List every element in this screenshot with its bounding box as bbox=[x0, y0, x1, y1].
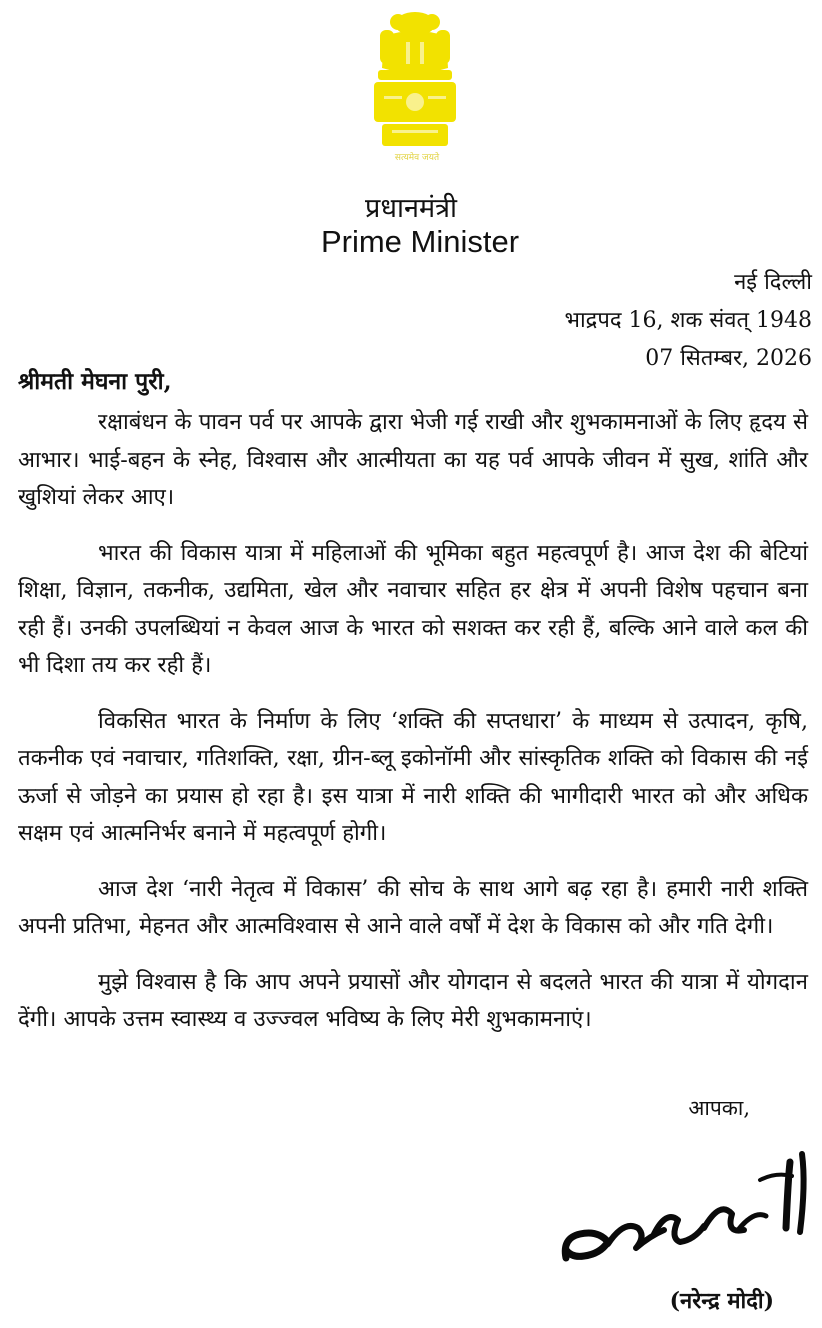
salutation: श्रीमती मेघना पुरी, bbox=[18, 368, 172, 395]
emblem-motto: सत्यमेव जयते bbox=[394, 153, 440, 163]
paragraph-4: आज देश ‘नारी नेतृत्व में विकास’ की सोच के साथ आगे बढ़ रहा है। हमारी नारी शक्ति अपनी प्रतिभा, मेहनत और आत्मविश्वास से आने वाले वर्षों में देश के विकास को और गति देगी। bbox=[18, 875, 808, 939]
letter-body bbox=[18, 404, 808, 1057]
place: नई दिल्ली bbox=[734, 270, 812, 295]
signature-icon bbox=[554, 1150, 816, 1275]
state-emblem-icon bbox=[362, 8, 468, 166]
office-title-english: Prime Minister bbox=[320, 224, 520, 259]
paragraph-5: मुझे विश्वास है कि आप अपने प्रयासों और योगदान से बदलते भारत की यात्रा में योगदान देंगी। आपके उत्तम स्वास्थ्य व उज्ज्वल भविष्य के लिए मेरी शुभकामनाएं। bbox=[18, 968, 808, 1032]
dateline bbox=[565, 264, 812, 378]
saka-date: भाद्रपद 16, शक संवत् 1948 bbox=[564, 308, 812, 333]
paragraph-3: विकसित भारत के निर्माण के लिए ‘शक्ति की सप्तधारा’ के माध्यम से उत्पादन, कृषि, तकनीक एवं नवाचार, गतिशक्ति, रक्षा, ग्रीन-ब्लू इकोनॉमी और सांस्कृतिक शक्ति को विकास की नई ऊर्जा से जोड़ने का प्रयास हो रहा है। इस यात्रा में नारी शक्ति की भागीदारी भारत को और अधिक सक्षम एवं आत्मनिर्भर बनाने में महत्वपूर्ण होगी। bbox=[18, 707, 808, 846]
gregorian-date: 07 सितम्बर, 2026 bbox=[645, 346, 812, 371]
closing: आपका, bbox=[688, 1096, 750, 1120]
office-title-hindi: प्रधानमंत्री bbox=[365, 193, 457, 224]
paragraph-1: रक्षाबंधन के पावन पर्व पर आपके द्वारा भेजी गई राखी और शुभकामनाओं के लिए हृदय से आभार। भाई-बहन के स्नेह, विश्वास और आत्मीयता का यह पर्व आपके जीवन में सुख, शांति और खुशियां लेकर आए। bbox=[18, 409, 808, 510]
paragraph-2: भारत की विकास यात्रा में महिलाओं की भूमिका बहुत महत्वपूर्ण है। आज देश की बेटियां शिक्षा, विज्ञान, तकनीक, उद्यमिता, खेल और नवाचार सहित हर क्षेत्र में अपनी विशेष पहचान बना रही हैं। उनकी उपलब्धियां न केवल आज के भारत को सशक्त कर रही हैं, बल्कि आने वाले कल की भी दिशा तय कर रही हैं। bbox=[18, 539, 808, 678]
signer-name: (नरेन्द्र मोदी) bbox=[669, 1288, 774, 1314]
